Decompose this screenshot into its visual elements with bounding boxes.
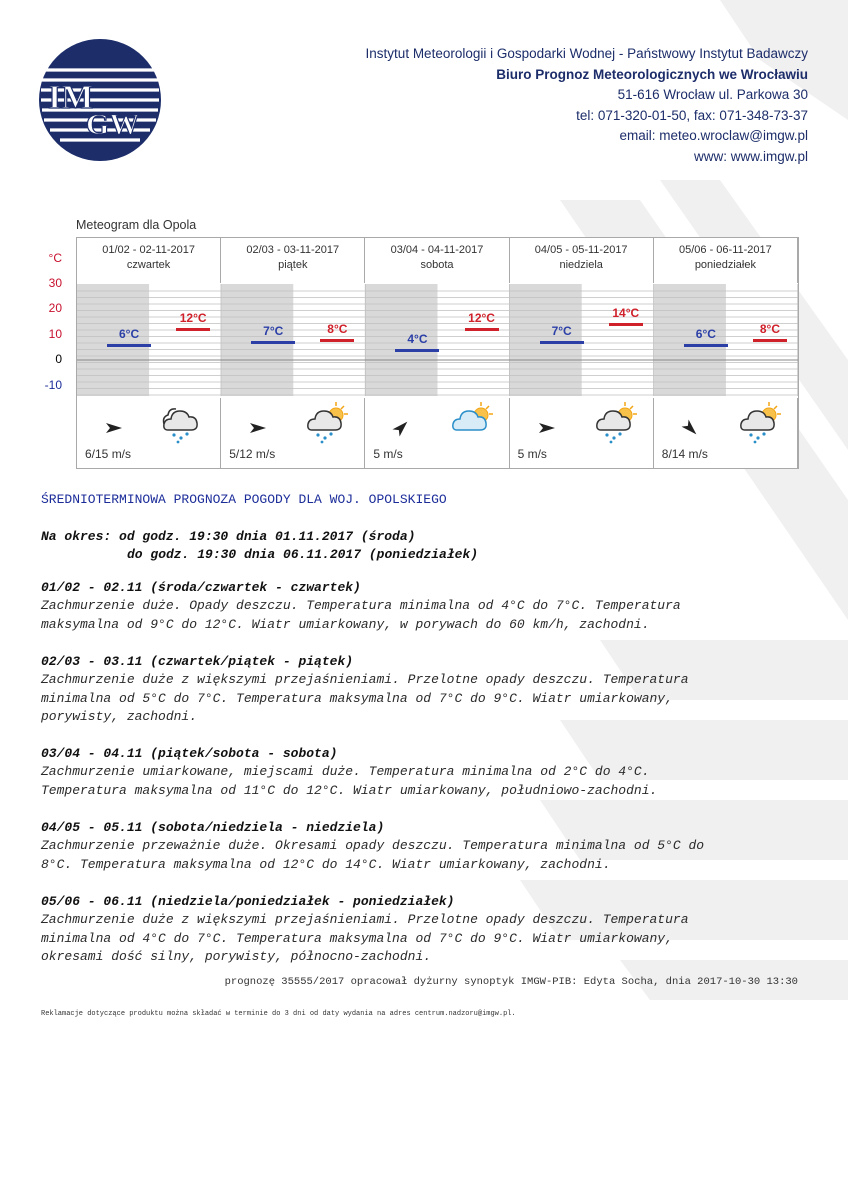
day-header [510, 238, 654, 283]
night-band [221, 284, 293, 396]
complaints-note: Reklamacje dotyczące produktu można składać w terminie do 3 dni od daty wydania na adres centrum.nadzoru@imgw.pl. [41, 1010, 516, 1018]
wind-direction-icon [389, 416, 413, 440]
forecast-day-text: minimalna od 5°C do 7°C. Temperatura maksymalna od 7°C do 9°C. Wiatr umiarkowany, [41, 690, 673, 706]
axis-unit: °C [48, 251, 62, 265]
forecast-day-text: Zachmurzenie przeważnie duże. Okresami opady deszczu. Temperatura minimalna od 5°C do [41, 838, 705, 853]
wind-cell [510, 398, 654, 468]
wind-speed: 5 m/s [517, 447, 547, 461]
meteogram [76, 237, 799, 469]
day-weekday: sobota [420, 259, 454, 271]
min-temp-bar [540, 341, 584, 344]
wind-direction-icon [245, 416, 269, 440]
forecast-day-text: Temperatura maksymalna od 11°C do 12°C. Wiatr umiarkowany, południowo-zachodni. [41, 782, 658, 798]
wind-speed: 8/14 m/s [661, 447, 708, 461]
day-header [77, 238, 221, 283]
forecast-day-text: Zachmurzenie duże. Opady deszczu. Temperatura minimalna od 4°C do 7°C. Temperatura [41, 598, 681, 613]
min-temp-label: 7°C [551, 324, 572, 339]
axis-label-0: 0 [55, 352, 62, 366]
forecast-author: prognozę 35555/2017 opracował dyżurny synoptyk IMGW-PIB: Edyta Socha, dnia 2017-10-30 13:30 [224, 976, 798, 988]
day-weekday: poniedziałek [694, 259, 756, 271]
wind-direction-icon [534, 416, 558, 440]
forecast-day-text: Zachmurzenie duże z większymi przejaśnieniami. Przelotne opady deszczu. Temperatura [41, 672, 689, 687]
min-temp-bar [395, 349, 439, 352]
period-to: do godz. 19:30 dnia 06.11.2017 (poniedziałek) [127, 547, 479, 562]
min-temp-bar [251, 341, 295, 344]
forecast-day-3 [41, 744, 781, 800]
min-temp-bar [107, 344, 151, 347]
max-temp-bar [320, 339, 354, 342]
day-dates: 01/02 - 02-11-2017 [102, 244, 195, 256]
wind-cell [221, 398, 365, 468]
sun-cloud-icon [449, 400, 495, 444]
max-temp-label: 8°C [327, 321, 348, 336]
forecast-day-heading: 01/02 - 02.11 (środa/czwartek - czwartek) [41, 580, 361, 595]
office-name: Biuro Prognoz Meteorologicznych we Wrocławiu [496, 66, 808, 82]
min-temp-label: 6°C [118, 326, 140, 341]
day-dates: 03/04 - 04-11-2017 [390, 244, 484, 256]
wind-direction-icon [101, 416, 125, 440]
axis-label-minus10: -10 [44, 378, 62, 392]
forecast-day-2 [41, 652, 781, 727]
forecast-day-heading: 02/03 - 03.11 (czwartek/piątek - piątek) [41, 654, 354, 669]
day-weekday: czwartek [126, 259, 171, 271]
forecast-day-text: Zachmurzenie duże z większymi przejaśnieniami. Przelotne opady deszczu. Temperatura [41, 912, 689, 927]
forecast-day-4 [41, 818, 781, 874]
forecast-day-text: porywisty, zachodni. [41, 709, 198, 724]
axis-label-20: 20 [48, 301, 62, 315]
axis-label-30: 30 [48, 276, 62, 290]
min-temp-bar [684, 344, 728, 347]
forecast-day-text: 8°C. Temperatura maksymalna od 12°C do 14°C. Wiatr umiarkowany, zachodni. [41, 856, 611, 872]
forecast-day-text: minimalna od 4°C do 7°C. Temperatura maksymalna od 7°C do 9°C. Wiatr umiarkowany, [41, 930, 673, 946]
wind-cell [654, 398, 798, 468]
day-header [654, 238, 798, 283]
max-temp-label: 12°C [179, 311, 207, 326]
wind-speed: 6/15 m/s [85, 447, 132, 461]
forecast-day-1 [41, 578, 781, 634]
sun-cloud-rain-icon [737, 400, 783, 444]
svg-text:GW: GW [86, 108, 140, 141]
axis-label-10: 10 [48, 327, 62, 341]
forecast-day-heading: 05/06 - 06.11 (niedziela/poniedziałek - poniedziałek) [41, 894, 455, 909]
wind-row [77, 398, 798, 468]
wind-direction-icon [678, 416, 702, 440]
max-temp-label: 8°C [759, 321, 780, 336]
meteogram-title: Meteogram dla Opola [76, 218, 197, 232]
day-dates: 05/06 - 06-11-2017 [679, 244, 772, 256]
address: 51-616 Wrocław ul. Parkowa 30 [617, 87, 808, 102]
forecast-day-heading: 03/04 - 04.11 (piątek/sobota - sobota) [41, 746, 338, 761]
phone-fax: tel: 071-320-01-50, fax: 071-348-73-37 [576, 107, 808, 123]
wind-cell [365, 398, 509, 468]
forecast-title: ŚREDNIOTERMINOWA PROGNOZA POGODY DLA WOJ. OPOLSKIEGO [41, 492, 447, 507]
sun-cloud-rain-icon [304, 400, 350, 444]
day-weekday: niedziela [559, 259, 603, 271]
day-dates: 04/05 - 05-11-2017 [534, 244, 628, 256]
max-temp-bar [465, 328, 499, 331]
min-temp-label: 7°C [263, 324, 284, 339]
email: email: meteo.wroclaw@imgw.pl [619, 128, 808, 143]
day-header [221, 238, 365, 283]
forecast-day-text: maksymalna od 9°C do 12°C. Wiatr umiarkowany, w porywach do 60 km/h, zachodni. [41, 616, 650, 632]
night-band [510, 284, 582, 396]
forecast-day-text: Zachmurzenie umiarkowane, miejscami duże. Temperatura minimalna od 2°C do 4°C. [41, 764, 650, 779]
min-temp-label: 4°C [407, 331, 428, 346]
period-from: Na okres: od godz. 19:30 dnia 01.11.2017 (środa) [41, 529, 416, 544]
svg-text:IM: IM [48, 79, 94, 116]
website: www: www.imgw.pl [693, 148, 808, 164]
day-weekday: piątek [278, 259, 308, 271]
forecast-period [41, 528, 478, 564]
min-temp-label: 6°C [695, 326, 716, 341]
max-temp-bar [176, 328, 210, 331]
max-temp-label: 12°C [468, 311, 495, 326]
sun-cloud-rain-icon [593, 400, 639, 444]
institution-info [288, 44, 808, 167]
wind-speed: 5/12 m/s [229, 447, 276, 461]
cloud-rain-icon [160, 400, 206, 444]
day-dates: 02/03 - 03-11-2017 [246, 244, 340, 256]
wind-speed: 5 m/s [373, 447, 403, 461]
forecast-day-text: okresami dość silny, porywisty, północno-zachodni. [41, 949, 432, 964]
forecast-day-heading: 04/05 - 05.11 (sobota/niedziela - niedziela) [41, 820, 385, 835]
max-temp-label: 14°C [612, 306, 640, 321]
institution-name: Instytut Meteorologii i Gospodarki Wodnej - Państwowy Instytut Badawczy [365, 46, 808, 61]
max-temp-bar [753, 339, 787, 342]
max-temp-bar [609, 323, 643, 326]
day-header [365, 238, 509, 283]
imgw-logo [38, 38, 162, 162]
forecast-day-5 [41, 892, 781, 967]
wind-cell [77, 398, 221, 468]
